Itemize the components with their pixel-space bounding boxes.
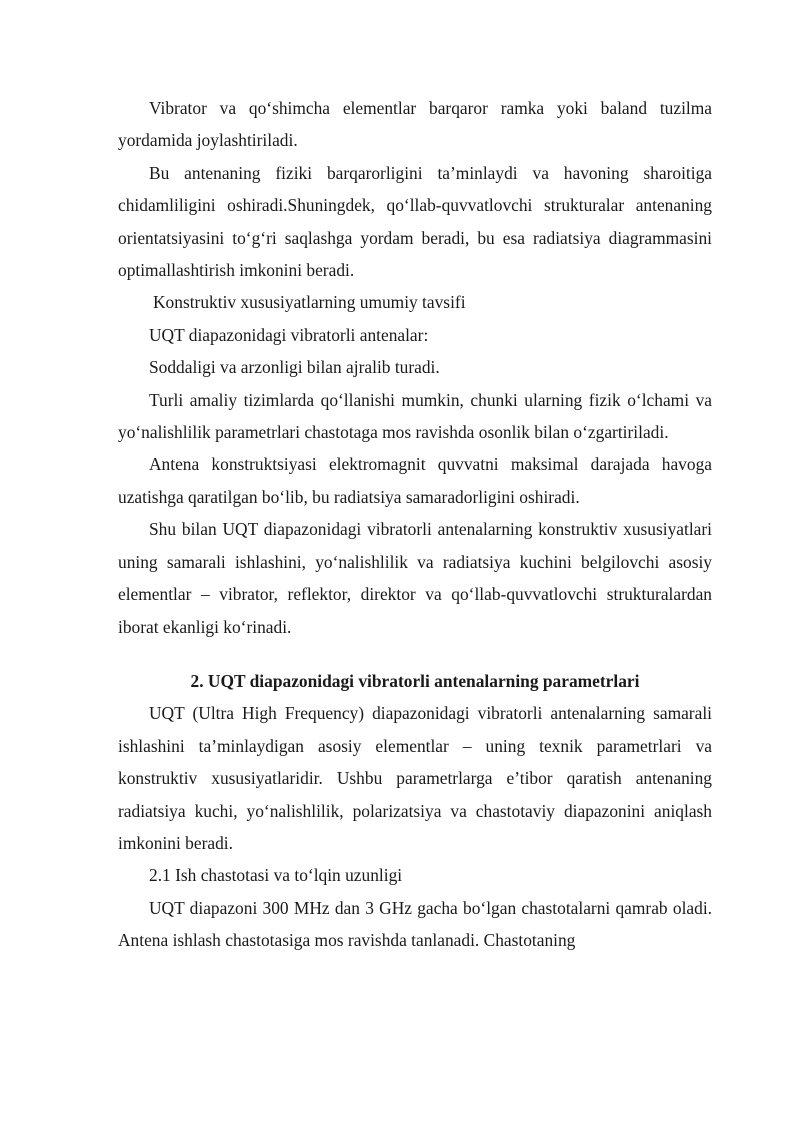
paragraph: Shu bilan UQT diapazonidagi vibratorli antenalarning konstruktiv xususiyatlari uning samarali ishlashini, yo‘nalishlilik va radiatsiya kuchini belgilovchi asosiy elementlar – vibrator, reflektor, direktor va qo‘llab-quvvatlovchi strukturalardan iborat ekanligi ko‘rinadi. (118, 519, 712, 637)
paragraph: UQT diapazoni 300 MHz dan 3 GHz gacha bo‘lgan chastotalarni qamrab oladi. Antena ishlash chastotasiga mos ravishda tanlanadi. Chastotaning (118, 897, 712, 951)
paragraph: Antena konstruktsiyasi elektromagnit quvvatni maksimal darajada havoga uzatishga qaratilgan bo‘lib, bu radiatsiya samaradorligini oshiradi. (118, 454, 712, 507)
paragraph: Soddaligi va arzonligi bilan ajralib turadi. (149, 357, 440, 378)
paragraph: Bu antenaning fiziki barqarorligini ta’minlaydi va havoning sharoitiga chidamliligini oshiradi.Shuningdek, qo‘llab-quvvatlovchi strukturalar antenaning orientatsiyasini to‘g‘ri saqlashga yordam beradi, bu esa radiatsiya diagrammasini optimallashtirish imkonini beradi. (118, 162, 712, 281)
paragraph: Vibrator va qo‘shimcha elementlar barqaror ramka yoki baland tuzilma yordamida joylashtiriladi. (118, 98, 712, 151)
paragraph: UQT diapazonidagi vibratorli antenalar: (149, 324, 429, 345)
section-heading: 2. UQT diapazonidagi vibratorli antenalarning parametrlari (190, 670, 640, 691)
paragraph: UQT (Ultra High Frequency) diapazonidagi vibratorli antenalarning samarali ishlashini ta’minlaydigan asosiy elementlar – uning texnik parametrlari va konstruktiv xususiyatlaridir. Ushbu parametrlarga e’tibor qaratish antenaning radiatsiya kuchi, yo‘nalishlilik, polarizatsiya va chastotaviy diapazonini aniqlash imkonini beradi. (118, 703, 712, 853)
paragraph: Turli amaliy tizimlarda qo‘llanishi mumkin, chunki ularning fizik o‘lchami va yo‘nalishlilik parametrlari chastotaga mos ravishda osonlik bilan o‘zgartiriladi. (118, 389, 712, 443)
subsection-heading: 2.1 Ish chastotasi va to‘lqin uzunligi (149, 865, 403, 886)
document-body (118, 92, 712, 957)
paragraph: Konstruktiv xususiyatlarning umumiy tavsifi (153, 292, 466, 313)
spacer (118, 643, 712, 665)
